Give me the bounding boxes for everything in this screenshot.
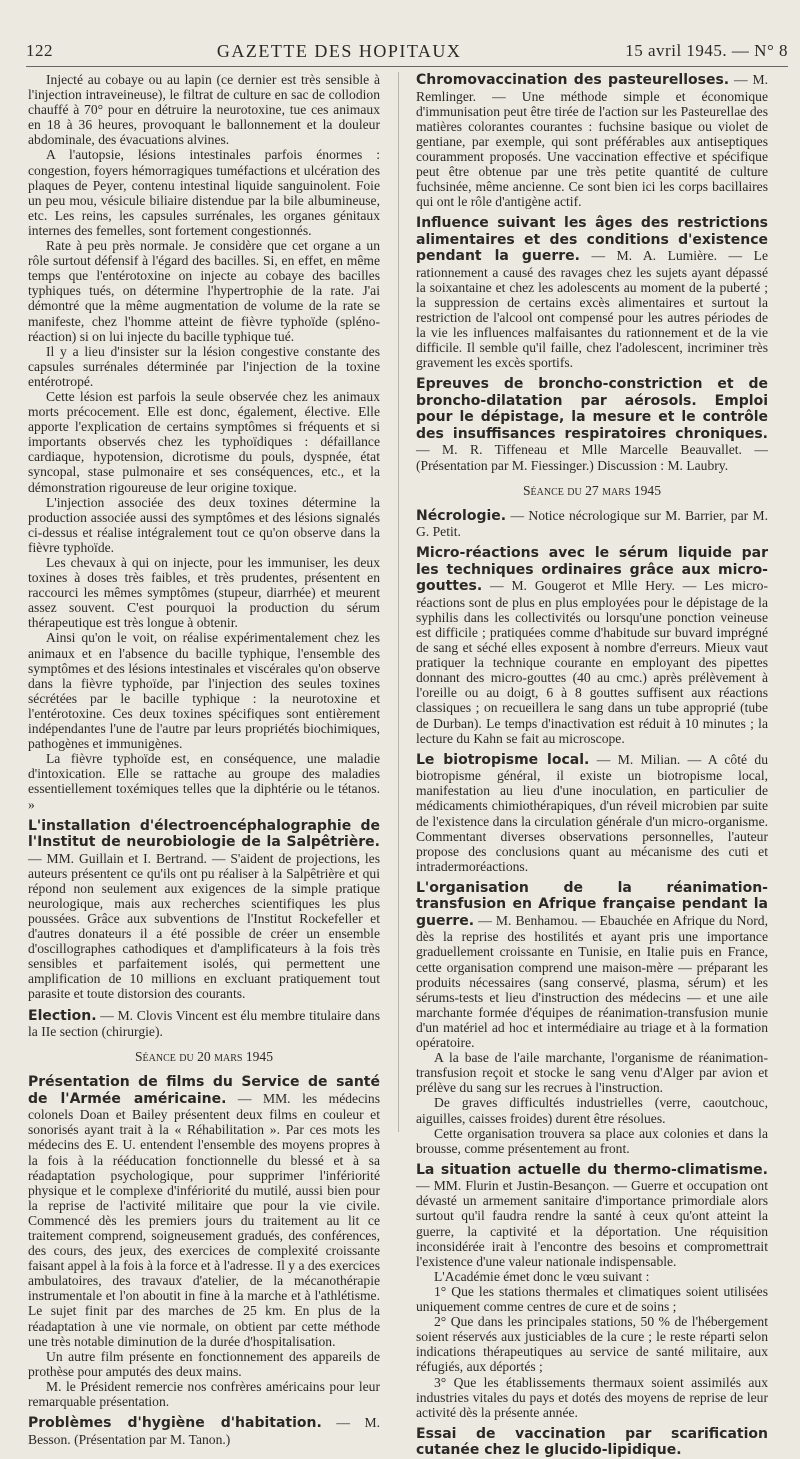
article-text: — M. Clovis Vincent est élu membre titulaire dans la IIe section (chirurgie). <box>28 1007 380 1040</box>
paragraph: Un autre film présente en fonctionnement des appareils de prothèse pour amputés des deux mains. <box>28 1348 380 1379</box>
paragraph: A l'autopsie, lésions intestinales parfois énormes : congestion, foyers hémorragiques tuméfactions et ulcération des plaques de Peyer, contenu intestinal liquide sanguinolent. Foie un peu mou, vésicule biliaire distendue par la bile albumineuse, etc. Les reins, les capsules surrénales, les organes génitaux internes des femelles, sont fortement congestionnés. <box>28 147 380 238</box>
article-heading: La situation actuelle du thermo-climatisme. <box>416 1161 768 1178</box>
article-text: — MM. les médecins colonels Doan et Bailey présentent deux films en couleur et sonorisés ayant trait à la « Réhabilitation ». Par ces mots les médecins des E. U. entendent l'ensemble des moyens propres à la fois à la rééducation fonctionnelle du blessé et à sa réadaptation psychologique, pour supprimer l'infériorité physique et le complexe d'infériorité du mutilé, aussi bien pour la reprise de l'activité militaire que pour la vie civile. Commencé dès les premiers jours du traitement au lit ce traitement comprend, soigneusement gradués, des conférences, des cours, des jeux, des exercices de complexité croissante faisant appel à la fois à la force et à l'adresse. Il y a des exercices ambulatoires, des travaux d'atelier, de la mécanothérapie instrumentale et l'on aboutit in fine à la marche et à l'athlétisme. Le sujet finit par des marches de 25 km. En plus de la réadaptation à une vie normale, on obtient par cette méthode une très notable diminution de la durée d'hospitalisation. <box>28 1090 380 1349</box>
paragraph: Cette lésion est parfois la seule observée chez les animaux morts précocement. Elle est donc, également, élective. Elle apporte l'explication de certains symptômes si fréquents et si importants observés chez les typhoïdiques : défaillance cardiaque, hypotension, dicrotisme du pouls, dyspnée, état syncopal, stase pulmonaire et ses conséquences, etc., et la démonstration rigoureuse de leur origine toxique. <box>28 388 380 495</box>
paragraph: Injecté au cobaye ou au lapin (ce dernier est très sensible à l'injection intraveineuse), le filtrat de culture en sac de collodion chauffé à 70° pour en détruire la neurotoxine, tue ces animaux en 18 à 36 heures, provoquant le ballonnement et la douleur abdominale, des évacuations alvines. <box>28 72 380 148</box>
paragraph: 1° Que les stations thermales et climatiques soient utilisées uniquement comme centres de cure et de soins ; <box>416 1283 768 1315</box>
article-text: — M. Remlinger. — Une méthode simple et économique d'immunisation peut être tirée de l'action sur les Pasteurellae des matières colorantes courantes : fuchsine basique ou violet de gentiane, par exemple, qui sont préférables aux antiseptiques couramment proposés. Une vaccination effective et spécifique peut être obtenue par une très petite quantité de culture fuchsinée, même ancienne. Ce sont bien ici les corps bacillaires qui ont le rôle d'antigène actif. <box>416 72 768 210</box>
article-heading: Le biotropisme local. <box>416 751 590 768</box>
journal-title: GAZETTE DES HOPITAUX <box>216 40 462 61</box>
article-text: — M. Benhamou. — Ebauchée en Afrique du Nord, dès la reprise des hostilités et ayant pris une importance graduellement croissante en Tunisie, en Italie puis en France, cette organisation comprend une maison-mère — préparant les produits nécessaires (sang conservé, plasma, sérum) et les sérums-tests et lieu d'instruction des médecins — et une aile marchante formée d'équipes de réanimation-transfusion munie d'un matériel ad hoc et intermédiaire au triage et à la formation opératoire. <box>416 912 768 1051</box>
article-text: — MM. Flurin et Justin-Besançon. — Guerre et occupation ont dévasté un armement sanitaire d'importance primordiale alors surtout qu'il faudra rendre la santé à ceux qu'ont atteint la guerre, la captivité et la déportation. Une réquisition inconsidérée irait à l'encontre des besoins et compromettrait l'existence d'une valeur nationale indispensable. <box>416 1178 768 1269</box>
article-heading: Présentation de films du Service de santé de l'Armée américaine. <box>28 1074 380 1107</box>
article-heading: Essai de vaccination par scarification cutanée chez le glucido-lipidique. <box>416 1425 768 1459</box>
article-text: — M. A. Lumière. — Le rationnement a causé des ravages chez les sujets ayant dépassé la soixantaine et chez les adolescents au moment de la puberté ; la suppression de certains excès alimentaires et surtout la restriction de l'alcool ont compensé pour les autres périodes de la vie les influences malfaisantes du rationnement et de la vie difficile. Il semble qu'il faille, chez l'adolescent, incriminer très gravement les excès sportifs. <box>416 248 768 371</box>
page-number: 122 <box>26 41 53 60</box>
paragraph: La fièvre typhoïde est, en conséquence, une maladie d'intoxication. Elle se rattache au groupe des maladies essentiellement toxémiques telles que la diphtérie ou le tétanos. » <box>28 751 380 812</box>
issue-date: 15 avril 1945. — N° 8 <box>625 41 788 60</box>
column-divider <box>398 72 399 1132</box>
paragraph: De graves difficultés industrielles (verre, caoutchouc, aiguilles, caisses froides) durent être résolues. <box>416 1095 768 1126</box>
session-heading: Séance du 27 mars 1945 <box>522 482 662 498</box>
page-header <box>26 36 788 67</box>
article-heading: Nécrologie. <box>416 507 507 524</box>
article-heading: L'installation d'électroencéphalographie de l'Institut de neurobiologie de la Salpêtrière. <box>28 817 380 851</box>
paragraph: Cette organisation trouvera sa place aux colonies et dans la brousse, comme présentement au front. <box>416 1125 768 1156</box>
article-text: — Notice nécrologique sur M. Barrier, par M. G. Petit. <box>416 507 768 540</box>
paragraph: 3° Que les établissements thermaux soient assimilés aux industries vitales du pays et dotés des moyens de reprise de leur activité dès la présente année. <box>416 1374 768 1420</box>
paragraph: Ainsi qu'on le voit, on réalise expérimentalement chez les animaux et en l'absence du bacille typhique, l'ensemble des symptômes et des lésions intestinales et viscérales qu'on observe dans la fièvre typhoïde, par l'injection des seules toxines sécrétées par le bacille typhique : la neurotoxine et l'entérotoxine. Ces deux toxines spécifiques sont entièrement indépendantes l'une de l'autre par leurs propriétés biochimiques, pathogènes et immunigènes. <box>28 630 380 752</box>
article-heading: Election. <box>28 1007 97 1024</box>
article-authors: — MM. Guillain et I. Bertrand. — <box>28 850 226 866</box>
paragraph: M. le Président remercie nos confrères américains pour leur remarquable présentation. <box>28 1378 380 1409</box>
article-heading: Influence suivant les âges des restrictions alimentaires et des conditions d'existence pendant la guerre. <box>416 215 768 265</box>
paragraph: Il y a lieu d'insister sur la lésion congestive constante des capsules surrénales déterminée par l'injection de la toxine entérotropé. <box>28 343 380 389</box>
article-text: — M. Besson. (Présentation par M. Tanon.) <box>28 1415 380 1447</box>
paragraph: 2° Que dans les principales stations, 50 % de l'hébergement soient réservés aux justiciables de la cure ; le reste réparti selon indications thérapeutiques au service de santé militaire, aux réfugiés, aux déportés ; <box>416 1314 768 1375</box>
session-heading: Séance du 20 mars 1945 <box>134 1049 274 1065</box>
article-heading: Chromovaccination des pasteurelloses. <box>416 72 730 88</box>
paragraph: Les chevaux à qui on injecte, pour les immuniser, les deux toxines à doses très faibles, et très prudentes, présentent en raccourci les mêmes symptômes (stupeur, diarrhée) et meurent assez souvent. C'est pourquoi la production du sérum thérapeutique est très longue à obtenir. <box>28 555 380 631</box>
article-text: S'aident de projections, les auteurs présentent ce qu'ils ont pu réaliser à la Salpêtrière et qui répond non seulement aux exigences de la simple pratique neurologique, mais aux recherches scientifiques les plus poussées. Grâce aux subventions de l'Institut Rockefeller et d'autres donateurs il a été possible de créer un ensemble d'oscillographes cathodiques et d'amplificateurs à la fois très sensibles et parfaitement isolés, qui permettent une amplification de 10 millions en excluant pratiquement tout parasite et toute distorsion des courants. <box>28 850 380 1002</box>
article-text: — M. Milian. — A côté du biotropisme général, il existe un biotropisme local, manifestation au lieu d'une inoculation, en particulier de médicaments chimiothérapiques, d'un réveil microbien par suite de l'existence dans la circulation générale d'un micro-organisme. Commentant diverses observations personnelles, l'auteur propose des conclusions quant au mécanisme des cuti et intradermoréactions. <box>416 751 768 874</box>
paragraph: L'Académie émet donc le vœu suivant : <box>434 1268 650 1284</box>
right-column <box>416 72 768 1459</box>
left-column <box>28 72 380 1447</box>
paragraph: Rate à peu près normale. Je considère que cet organe a un rôle surtout défensif à l'égard des bacilles. Si, en effet, en même temps que l'entérotoxine on injecte au cobaye des bacilles typhiques tués, on détermine l'hypertrophie de la rate. J'ai démontré que la même augmentation de volume de la rate se manifeste, chez l'homme atteint de fièvre typhoïde (spléno-réaction) si on lui injecte du bacille typhique tué. <box>28 238 380 344</box>
article-heading: Problèmes d'hygiène d'habitation. <box>28 1415 322 1432</box>
paragraph: L'injection associée des deux toxines détermine la production associée aussi des symptômes et des lésions signalés ci-dessus et réalise intégralement tout ce qu'on observe dans la fièvre typhoïde. <box>28 494 380 555</box>
article-heading: L'organisation de la réanimation-transfusion en Afrique française pendant la guerre. <box>416 879 768 929</box>
article-text: — M. Gougerot et Mlle Hery. — Les micro-réactions sont de plus en plus employées pour le dépistage de la syphilis dans les collectivités ou lorsqu'une ponction veineuse est difficile ; pratiquées comme d'habitude sur buvard imprégné de sang et séché elles exposent à nombre d'erreurs. Mieux vaut pratiquer la technique courante en employant des pipettes donnant des micro-gouttes (40 au cmc.) après prélèvement à l'oreille ou au doigt, 6 à 8 gouttes suffisent aux réactions classiques ; on recueillera le sang dans un tube approprié (tube de Durban). Le temps d'inactivation est réduit à 10 minutes ; la lecture du Kahn se fait au microscope. <box>416 578 768 746</box>
article-text: — M. R. Tiffeneau et Mlle Marcelle Beauvallet. — (Présentation par M. Fiessinger.) Discussion : M. Laubry. <box>416 442 768 473</box>
article-heading: Micro-réactions avec le sérum liquide par les techniques ordinaires grâce aux micro-gouttes. <box>416 545 768 595</box>
article-heading: Epreuves de broncho-constriction et de broncho-dilatation par aérosols. Emploi pour le dépistage, la mesure et le contrôle des insuffisances respiratoires chroniques. <box>416 376 768 442</box>
paragraph: A la base de l'aile marchante, l'organisme de réanimation-transfusion reçoit et stocke le sang venu d'Alger par avion et prélève du sang sur les recrues à l'instruction. <box>416 1050 768 1096</box>
